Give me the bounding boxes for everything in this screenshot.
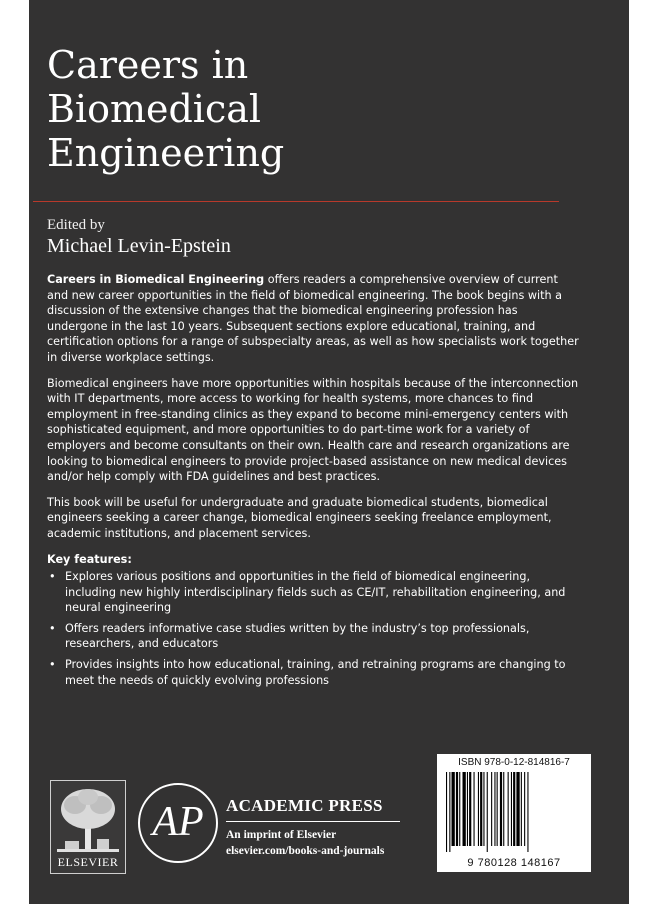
key-feature-text: Explores various positions and opportunities in the field of biomedical engineering, including new highly interdisciplinary fields such as CE/IT, rehabilitation engineering, and neural engineering [65, 570, 566, 615]
barcode-bar [456, 772, 458, 846]
edited-by-label: Edited by [47, 217, 105, 233]
key-feature-item [47, 657, 579, 688]
academic-press-logo [138, 783, 218, 863]
barcode-bar [513, 772, 515, 846]
barcode-bar [480, 772, 482, 846]
barcode-bar [478, 772, 479, 846]
publisher-divider [226, 821, 400, 822]
barcode-bar [474, 772, 475, 846]
barcode-bar [487, 772, 488, 852]
elsevier-logo [50, 780, 126, 874]
ap-monogram: AP [152, 799, 204, 845]
key-features-list [47, 569, 579, 688]
title-divider [33, 201, 559, 202]
title-line: Biomedical [47, 87, 262, 131]
barcode-bar [452, 772, 455, 846]
key-feature-item [47, 569, 579, 616]
barcode-bar [483, 772, 484, 846]
barcode-bar [446, 772, 447, 852]
elsevier-tree-icon [51, 783, 125, 857]
intro-text: offers readers a comprehensive overview of current and new career opportunities in the field of biomedical engineering. The book begins with a discussion of the extensive changes that the biomedical engineering profession has undergone in the last 10 years. Subsequent sections explore educational, training, and certification options for a range of subspecialty areas, as well as how specialists work together in diverse workplace settings. [47, 273, 579, 364]
barcode-bar [500, 772, 502, 846]
barcode-bars-icon [444, 772, 584, 852]
title-line: Careers in [47, 43, 249, 87]
barcode-bar [494, 772, 495, 846]
barcode-bar [516, 772, 519, 846]
key-features-heading: Key features: [47, 552, 132, 566]
barcode-bar [508, 772, 509, 846]
barcode-bar [524, 772, 525, 846]
barcode-bar [497, 772, 498, 846]
book-title [47, 43, 587, 175]
description [47, 272, 579, 693]
barcode-bar [463, 772, 466, 846]
barcode-digits: 9 780128 148167 [467, 857, 561, 869]
key-feature-item [47, 621, 579, 652]
bullet-icon: • [49, 658, 56, 672]
paragraph-3: This book will be useful for undergraduate and graduate biomedical students, biomedical engineers seeking a career change, biomedical engineers seeking freelance employment, academic institutions, and placement services. [47, 495, 552, 540]
barcode-bar [521, 772, 522, 846]
publisher-website: elsevier.com/books-and-journals [226, 845, 385, 857]
book-name: Careers in Biomedical Engineering [47, 273, 265, 286]
barcode-bar [459, 772, 460, 846]
isbn-label: ISBN 978-0-12-814816-7 [458, 757, 570, 768]
isbn-barcode [437, 754, 591, 872]
barcode-bar [491, 772, 492, 846]
intro-paragraph [47, 272, 579, 366]
barcode-bar [449, 772, 450, 852]
barcode-bar [469, 772, 471, 846]
elsevier-label: ELSEVIER [57, 855, 119, 869]
title-line: Engineering [47, 131, 285, 175]
barcode-bar [467, 772, 468, 846]
barcode-bar [503, 772, 504, 846]
editor-name: Michael Levin-Epstein [47, 235, 231, 257]
imprint-line: An imprint of Elsevier [226, 829, 337, 841]
paragraph-2: Biomedical engineers have more opportunities within hospitals because of the interconnection with IT departments, more access to working for health systems, more chances to find employment in free-standing clinics as they expand to become mini-emergency centers with sophisticated equipment, and more opportunities to do part-time work for a variety of employers and become consultants on their own. Health care and research organizations are looking to biomedical engineers to provide project-based assistance on new medical devices and/or help comply with FDA guidelines and best practices. [47, 376, 579, 484]
publisher-name: ACADEMIC PRESS [226, 796, 383, 815]
key-feature-text: Provides insights into how educational, training, and retraining programs are changing to meet the needs of quickly evolving professions [65, 658, 566, 687]
key-feature-text: Offers readers informative case studies written by the industry’s top professionals, researchers, and educators [65, 621, 530, 651]
bullet-icon: • [49, 621, 56, 635]
bullet-icon: • [49, 570, 56, 584]
barcode-bar [527, 772, 528, 852]
barcode-bar [511, 772, 512, 846]
